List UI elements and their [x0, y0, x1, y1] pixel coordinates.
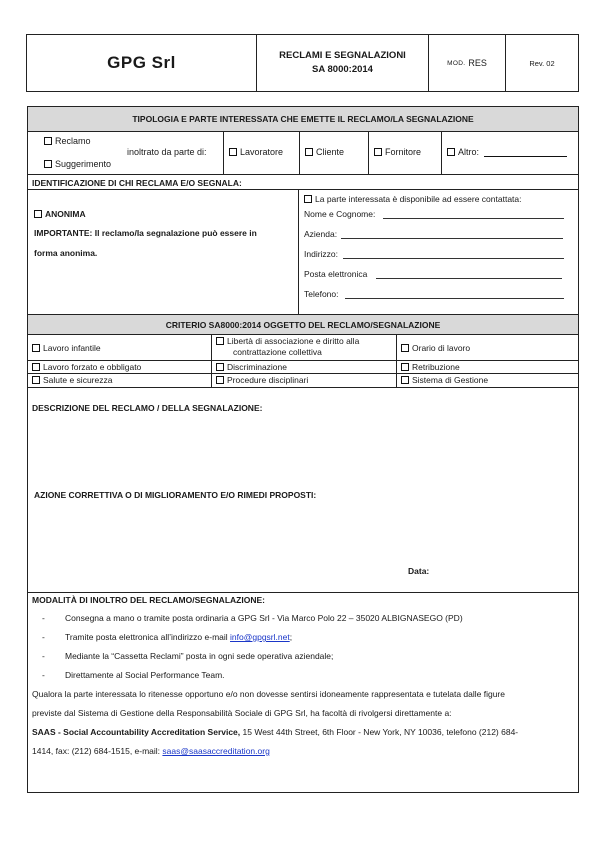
criterio-discriminazione[interactable]: Discriminazione	[216, 362, 287, 372]
field-azienda: Azienda:	[304, 229, 338, 239]
checkbox-altro[interactable]: Altro:	[447, 147, 479, 157]
module-code	[429, 35, 506, 91]
section-title-criterio: CRITERIO SA8000:2014 OGGETTO DEL RECLAMO/SEGNALAZIONE	[28, 315, 578, 334]
complaint-form	[27, 106, 579, 793]
email-link-saas[interactable]: saas@saasaccreditation.org	[162, 746, 270, 756]
azione-correttiva-label: AZIONE CORRETTIVA O DI MIGLIORAMENTO E/O RIMEDI PROPOSTI:	[34, 490, 317, 500]
checkbox-icon	[32, 344, 40, 352]
module-label: MOD.	[447, 59, 466, 67]
important-note-line2: forma anonima.	[34, 248, 98, 258]
document-header	[26, 34, 579, 92]
section-title-modalita: MODALITÀ DI INOLTRO DEL RECLAMO/SEGNALAZIONE:	[32, 595, 265, 605]
section-title-identificazione: IDENTIFICAZIONE DI CHI RECLAMA E/O SEGNALA:	[32, 178, 242, 188]
email-input[interactable]	[376, 270, 562, 279]
field-indirizzo: Indirizzo:	[304, 249, 339, 259]
modalita-item: - Direttamente al Social Performance Team.	[42, 670, 225, 680]
important-note: IMPORTANTE: Il reclamo/la segnalazione può essere in	[34, 228, 257, 238]
data-label: Data:	[408, 566, 430, 576]
modalita-item: - Tramite posta elettronica all’indirizzo e-mail info@gpgsrl.net;	[42, 632, 293, 642]
checkbox-fornitore[interactable]: Fornitore	[374, 147, 421, 157]
modalita-item: - Consegna a mano o tramite posta ordinaria a GPG Srl - Via Marco Polo 22 – 35020 ALBIGNASEGO (PD)	[42, 613, 463, 623]
checkbox-icon	[401, 376, 409, 384]
paragraph-line1: Qualora la parte interessata lo ritenesse opportuno e/o non dovesse sentirsi idoneamente rappresentata e tutelata dalle figure	[32, 689, 505, 699]
checkbox-icon	[216, 376, 224, 384]
checkbox-cliente[interactable]: Cliente	[305, 147, 344, 157]
document-title	[257, 35, 429, 91]
forwarded-by-label: inoltrato da parte di:	[127, 147, 207, 157]
company-name: GPG Srl	[27, 35, 257, 91]
checkbox-icon	[44, 137, 52, 145]
checkbox-icon	[229, 148, 237, 156]
criterio-salute-sicurezza[interactable]: Salute e sicurezza	[32, 375, 112, 385]
criterio-lavoro-forzato[interactable]: Lavoro forzato e obbligato	[32, 362, 141, 372]
criterio-sistema-gestione[interactable]: Sistema di Gestione	[401, 375, 488, 385]
descrizione-textarea[interactable]	[32, 417, 572, 487]
checkbox-icon	[34, 210, 42, 218]
checkbox-icon	[374, 148, 382, 156]
field-nome-cognome: Nome e Cognome:	[304, 209, 376, 219]
checkbox-icon	[447, 148, 455, 156]
checkbox-icon	[44, 160, 52, 168]
checkbox-contactable[interactable]: La parte interessata è disponibile ad essere contattata:	[304, 194, 522, 204]
checkbox-anonima[interactable]: ANONIMA	[34, 209, 86, 219]
checkbox-lavoratore[interactable]: Lavoratore	[229, 147, 283, 157]
checkbox-icon	[32, 376, 40, 384]
azione-correttiva-textarea[interactable]	[32, 504, 572, 564]
field-telefono: Telefono:	[304, 289, 339, 299]
checkbox-icon	[216, 363, 224, 371]
indirizzo-input[interactable]	[343, 250, 564, 259]
revision: Rev. 02	[529, 58, 555, 68]
checkbox-suggerimento[interactable]: Suggerimento	[44, 159, 111, 169]
field-posta-elettronica: Posta elettronica	[304, 269, 368, 279]
section-title-tipologia: TIPOLOGIA E PARTE INTERESSATA CHE EMETTE IL RECLAMO/LA SEGNALAZIONE	[28, 107, 578, 131]
checkbox-icon	[401, 363, 409, 371]
saas-line1: SAAS - Social Accountability Accreditation Service, 15 West 44th Street, 6th Floor - New York, NY 10036, telefono (212) 684-	[32, 727, 519, 737]
criterio-liberta-associazione[interactable]: Libertà di associazione e diritto alla contrattazione collettiva	[216, 336, 359, 358]
checkbox-icon	[305, 148, 313, 156]
checkbox-reclamo[interactable]: Reclamo	[44, 136, 91, 146]
criterio-procedure-disciplinari[interactable]: Procedure disciplinari	[216, 375, 308, 385]
nome-cognome-input[interactable]	[383, 210, 564, 219]
checkbox-icon	[304, 195, 312, 203]
saas-line2: 1414, fax: (212) 684-1515, e-mail: saas@saasaccreditation.org	[32, 746, 270, 756]
azienda-input[interactable]	[341, 230, 563, 239]
modalita-item: - Mediante la “Cassetta Reclami” posta in ogni sede operativa aziendale;	[42, 651, 334, 661]
email-link-gpg[interactable]: info@gpgsrl.net	[230, 632, 290, 642]
criterio-retribuzione[interactable]: Retribuzione	[401, 362, 460, 372]
document-title-line1: RECLAMI E SEGNALAZIONI	[279, 50, 406, 61]
criterio-lavoro-infantile[interactable]: Lavoro infantile	[32, 343, 101, 353]
checkbox-icon	[401, 344, 409, 352]
criterio-orario-lavoro[interactable]: Orario di lavoro	[401, 343, 470, 353]
descrizione-label: DESCRIZIONE DEL RECLAMO / DELLA SEGNALAZIONE:	[32, 403, 263, 413]
paragraph-line2: previste dal Sistema di Gestione della Responsabilità Sociale di GPG Srl, ha facoltà di rivolgersi direttamente a:	[32, 708, 452, 718]
module-value: RES	[468, 58, 487, 68]
checkbox-icon	[32, 363, 40, 371]
telefono-input[interactable]	[345, 290, 564, 299]
document-title-line2: SA 8000:2014	[312, 64, 373, 75]
checkbox-icon	[216, 337, 224, 345]
altro-input[interactable]	[484, 147, 567, 157]
